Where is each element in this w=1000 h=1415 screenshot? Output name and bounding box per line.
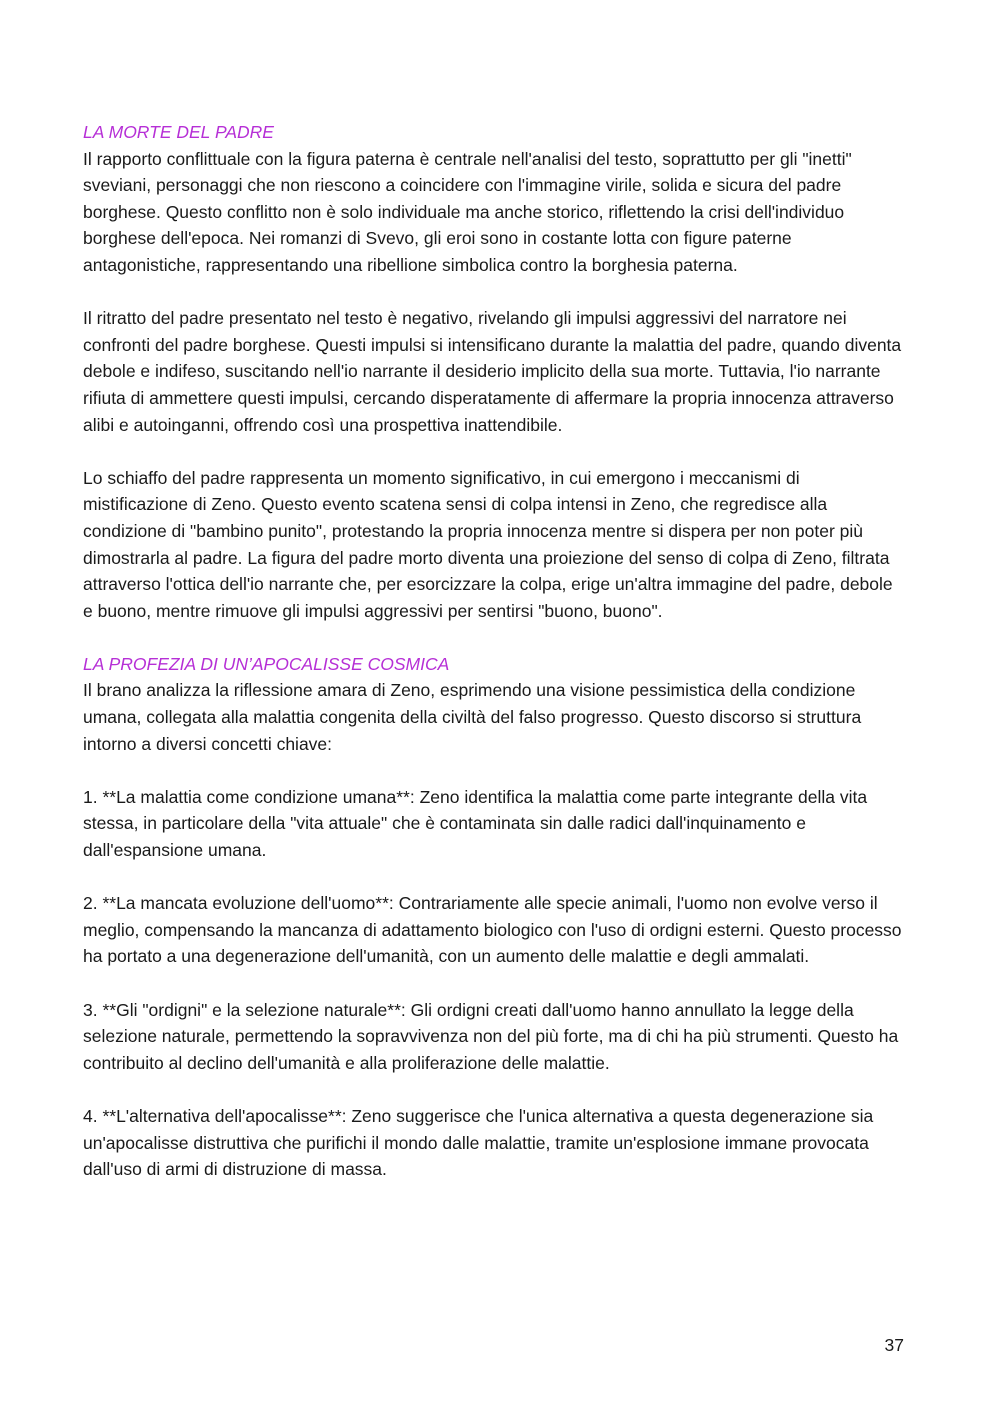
section-heading-morte-padre: LA MORTE DEL PADRE — [83, 122, 274, 142]
paragraph: Il ritratto del padre presentato nel testo è negativo, rivelando gli impulsi aggressivi del narratore nei confronti del padre borghese. Questi impulsi si intensificano durante la malattia del padre, quando diventa debole e indifeso, suscitando nell'io narrante il desiderio implicito della sua morte. Tuttavia, l'io narrante rifiuta di ammettere questi impulsi, cercando disperatamente di affermare la propria innocenza attraverso alibi e autoinganni, offrendo così una prospettiva inattendibile. — [83, 308, 902, 435]
page-number: 37 — [884, 1335, 904, 1355]
document-page — [83, 119, 905, 1183]
list-item: 2. **La mancata evoluzione dell'uomo**: Contrariamente alle specie animali, l'uomo non evolve verso il meglio, compensando la mancanza di adattamento biologico con l'uso di ordigni esterni. Questo processo ha portato a una degenerazione dell'umanità, con un aumento delle malattie e degli ammalati. — [83, 893, 902, 967]
list-item: 1. **La malattia come condizione umana**: Zeno identifica la malattia come parte integrante della vita stessa, in particolare della "vita attuale" che è contaminata sin dalle radici dall'inquinamento e dall'espansione umana. — [83, 786, 868, 861]
list-item: 3. **Gli "ordigni" e la selezione naturale**: Gli ordigni creati dall'uomo hanno annullato la legge della selezione naturale, permettendo la sopravvivenza non del più forte, ma di chi ha più strumenti. Questo ha contribuito al declino dell'umanità e alla proliferazione delle malattie. — [83, 999, 899, 1073]
list-item: 4. **L'alternativa dell'apocalisse**: Zeno suggerisce che l'unica alternativa a questa degenerazione sia un'apocalisse distruttiva che purifichi il mondo dalle malattie, tramite un'esplosione immane provocata dall'uso di armi di distruzione di massa. — [83, 1105, 874, 1180]
section-heading-profezia-apocalisse: LA PROFEZIA DI UN’APOCALISSE COSMICA — [83, 653, 450, 674]
paragraph: Il brano analizza la riflessione amara di Zeno, esprimendo una visione pessimistica della condizione umana, collegata alla malattia congenita della civiltà del falso progresso. Questo discorso si struttura intorno a diversi concetti chiave: — [83, 680, 862, 754]
paragraph: Lo schiaffo del padre rappresenta un momento significativo, in cui emergono i meccanismi di mistificazione di Zeno. Questo evento scatena sensi di colpa intensi in Zeno, che regredisce alla condizione di "bambino punito", protestando la propria innocenza mentre si dispera per non poter più dimostrarla al padre. La figura del padre morto diventa una proiezione del senso di colpa di Zeno, filtrata attraverso l'ottica dell'io narrante che, per esorcizzare la colpa, erige un'altra immagine del padre, debole e buono, mentre rimuove gli impulsi aggressivi per sentirsi "buono, buono". — [83, 467, 893, 621]
paragraph: Il rapporto conflittuale con la figura paterna è centrale nell'analisi del testo, soprattutto per gli "inetti" sveviani, personaggi che non riescono a coincidere con l'immagine virile, solida e sicura del padre borghese. Questo conflitto non è solo individuale ma anche storico, riflettendo la crisi dell'individuo borghese dell'epoca. Nei romanzi di Svevo, gli eroi sono in costante lotta con figure paterne antagonistiche, rappresentando una ribellione simbolica contro la borghesia paterna. — [83, 148, 852, 275]
